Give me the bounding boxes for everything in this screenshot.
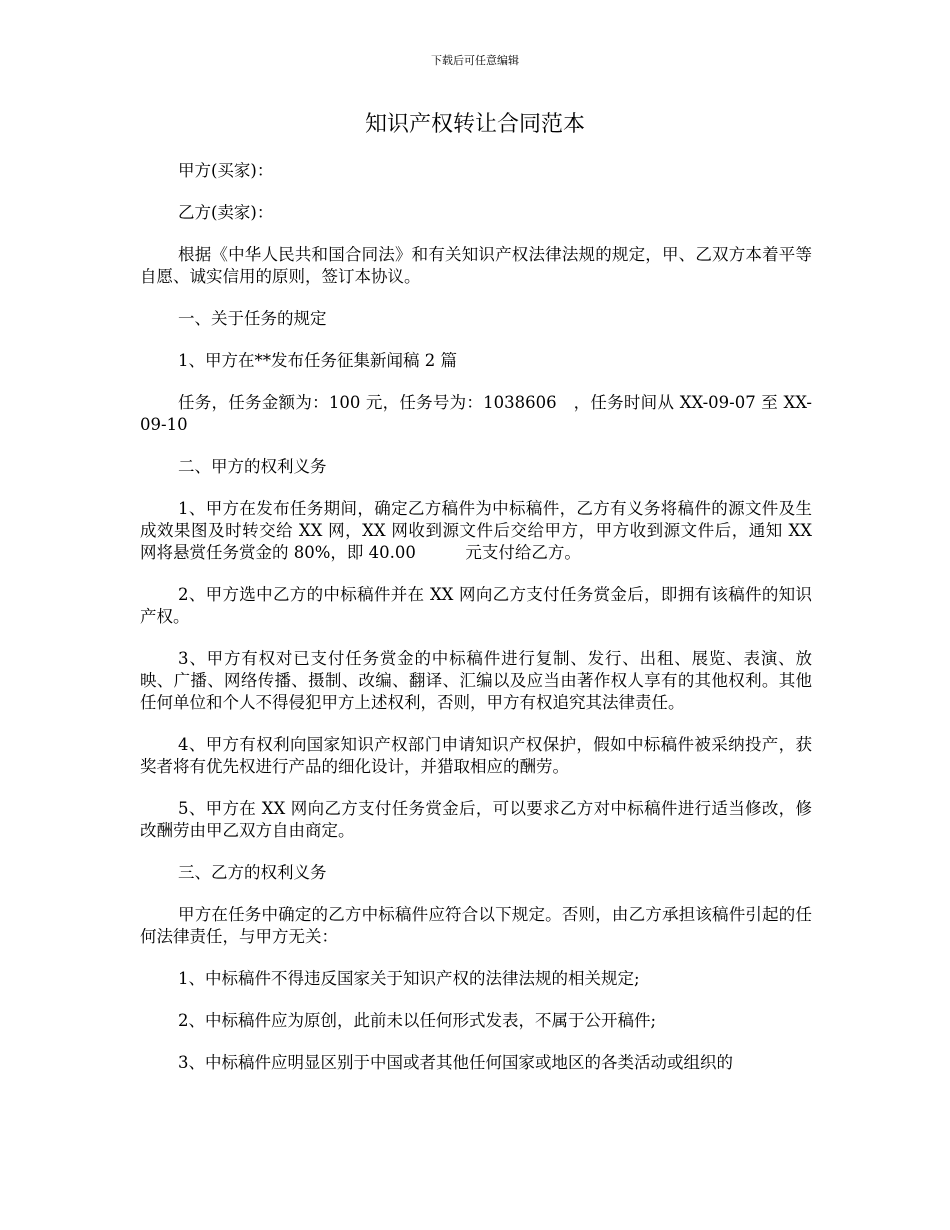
paragraph: 1、甲方在**发布任务征集新闻稿 2 篇: [178, 351, 457, 370]
paragraph: 任务，任务金额为：100 元，任务号为：1038606 ，任务时间从 XX-09-07 至 XX-09-10: [140, 393, 812, 434]
section-heading-2: 二、甲方的权利义务: [178, 457, 327, 476]
paragraph: 1、甲方在发布任务期间，确定乙方稿件为中标稿件，乙方有义务将稿件的源文件及生成效果图及时转交给 XX 网，XX 网收到源文件后交给甲方，甲方收到源文件后，通知 XX 网将悬赏任务赏金的 80%，即 40.00 元支付给乙方。: [140, 499, 812, 562]
header-note: 下载后可任意编辑: [431, 54, 519, 67]
paragraph: 3、中标稿件应明显区别于中国或者其他任何国家或地区的各类活动或组织的: [178, 1053, 733, 1072]
paragraph: 2、甲方选中乙方的中标稿件并在 XX 网向乙方支付任务赏金后，即拥有该稿件的知识产权。: [140, 585, 812, 626]
party-a-line: 甲方(买家)：: [178, 161, 274, 180]
paragraph: 1、中标稿件不得违反国家关于知识产权的法律法规的相关规定;: [178, 969, 640, 988]
section-heading-1: 一、关于任务的规定: [178, 309, 327, 328]
paragraph: 4、甲方有权利向国家知识产权部门申请知识产权保护，假如中标稿件被采纳投产，获奖者将有优先权进行产品的细化设计，并猎取相应的酬劳。: [140, 735, 812, 776]
document-title: 知识产权转让合同范本: [364, 112, 585, 137]
preamble-paragraph: 根据《中华人民共和国合同法》和有关知识产权法律法规的规定，甲、乙双方本着平等自愿、诚实信用的原则，签订本协议。: [140, 245, 812, 286]
paragraph: 甲方在任务中确定的乙方中标稿件应符合以下规定。否则，由乙方承担该稿件引起的任何法律责任，与甲方无关：: [140, 905, 812, 946]
document-body: [140, 160, 812, 1094]
paragraph: 2、中标稿件应为原创，此前未以任何形式发表，不属于公开稿件;: [178, 1011, 657, 1030]
paragraph: 5、甲方在 XX 网向乙方支付任务赏金后，可以要求乙方对中标稿件进行适当修改，修改酬劳由甲乙双方自由商定。: [140, 799, 812, 840]
paragraph: 3、甲方有权对已支付任务赏金的中标稿件进行复制、发行、出租、展览、表演、放映、广播、网络传播、摄制、改编、翻译、汇编以及应当由著作权人享有的其他权利。其他任何单位和个人不得侵犯甲方上述权利，否则，甲方有权追究其法律责任。: [140, 649, 812, 712]
section-heading-3: 三、乙方的权利义务: [178, 863, 327, 882]
party-b-line: 乙方(卖家)：: [178, 203, 274, 222]
